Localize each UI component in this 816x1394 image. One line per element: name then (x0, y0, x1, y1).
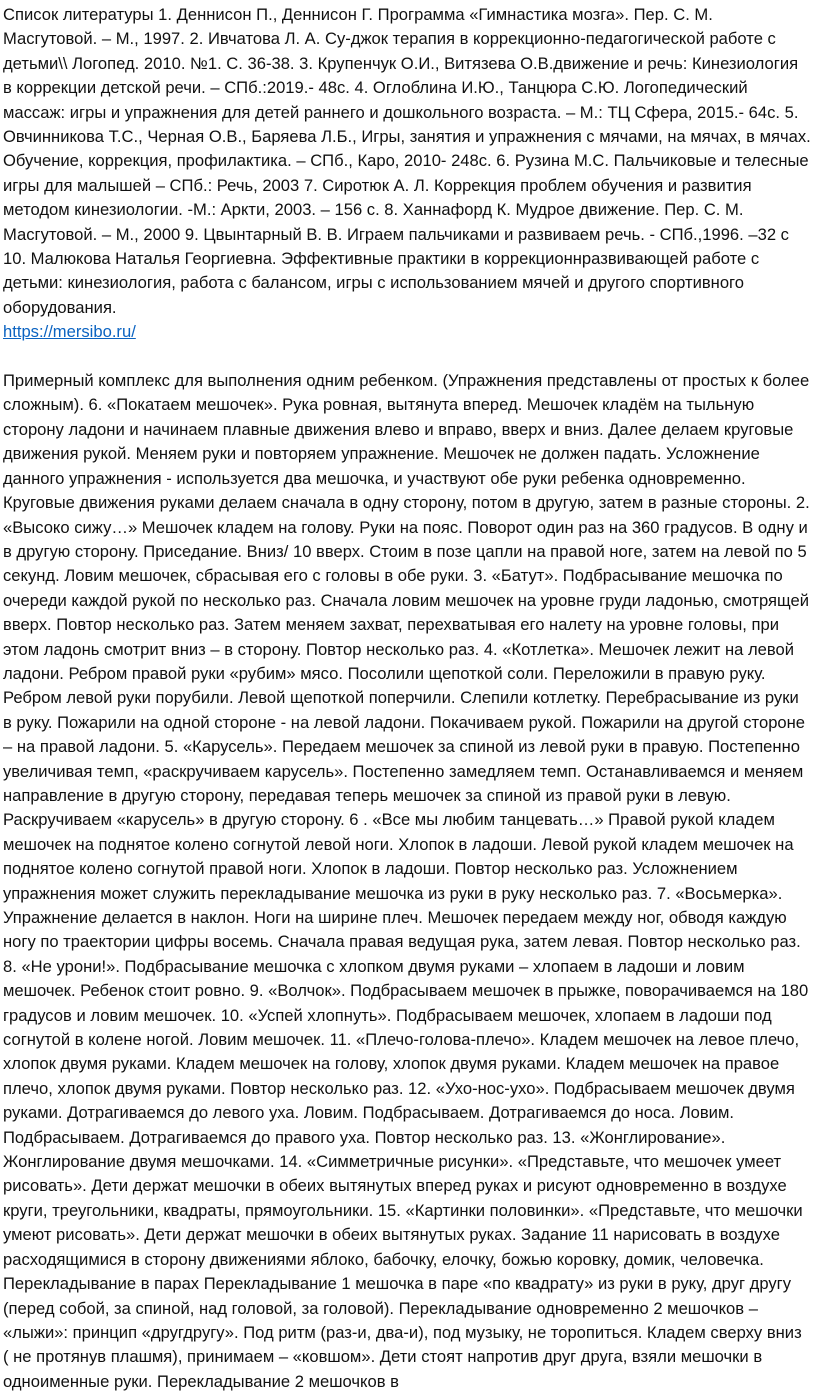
exercises-paragraph: Примерный комплекс для выполнения одним ребенком. (Упражнения представлены от простых к более сложным). 6. «Покатаем мешочек». Рука ровная, вытянута вперед. Мешочек кладём на тыльную сторону ладони и начинаем плавные движения влево и вправо, вверх и вниз. Далее делаем круговые движения рукой. Меняем руки и повторяем упражнение. Мешочек не должен падать. Усложнение данного упражнения - используется два мешочка, и участвуют обе руки ребенка одновременно. Круговые движения руками делаем сначала в одну сторону, потом в другую, затем в разные стороны. 2. «Высоко сижу…» Мешочек кладем на голову. Руки на пояс. Поворот один раз на 360 градусов. В одну и в другую сторону. Приседание. Вниз/ 10 вверх. Стоим в позе цапли на правой ноге, затем на левой по 5 секунд. Ловим мешочек, сбрасывая его с головы в обе руки. 3. «Батут». Подбрасывание мешочка по очереди каждой рукой по несколько раз. Сначала ловим мешочек на уровне груди ладонью, смотрящей вверх. Повтор несколько раз. Затем меняем захват, перехватывая его налету на уровне головы, при этом ладонь смотрит вниз – в сторону. Повтор несколько раз. 4. «Котлетка». Мешочек лежит на левой ладони. Ребром правой руки «рубим» мясо. Посолили щепоткой соли. Переложили в правую руку. Ребром левой руки порубили. Левой щепоткой поперчили. Слепили котлетку. Перебрасывание из руки в руку. Пожарили на одной стороне - на левой ладони. Покачиваем рукой. Пожарили на другой стороне – на правой ладони. 5. «Карусель». Передаем мешочек за спиной из левой руки в правую. Постепенно увеличивая темп, «раскручиваем карусель». Постепенно замедляем темп. Останавливаемся и меняем направление в другую сторону, передавая теперь мешочек за спиной из правой руки в левую. Раскручиваем «карусель» в другую сторону. 6 . «Все мы любим танцевать…» Правой рукой кладем мешочек на поднятое колено согнутой левой ноги. Хлопок в ладоши. Левой рукой кладем мешочек на поднятое колено согнутой правой ноги. Хлопок в ладоши. Повтор несколько раз. Усложнением упражнения может служить перекладывание мешочка из руки в руку несколько раз. 7. «Восьмерка». Упражнение делается в наклон. Ноги на ширине плеч. Мешочек передаем между ног, обводя каждую ногу по траектории цифры восемь. Сначала правая ведущая рука, затем левая. Повтор несколько раз. 8. «Не урони!». Подбрасывание мешочка с хлопком двумя руками – хлопаем в ладоши и ловим мешочек. Ребенок стоит ровно. 9. «Волчок». Подбрасываем мешочек в прыжке, поворачиваемся на 180 градусов и ловим мешочек. 10. «Успей хлопнуть». Подбрасываем мешочек, хлопаем в ладоши под согнутой в колене ногой. Ловим мешочек. 11. «Плечо-голова-плечо». Кладем мешочек на левое плечо, хлопок двумя руками. Кладем мешочек на голову, хлопок двумя руками. Кладем мешочек на правое плечо, хлопок двумя руками. Повтор несколько раз. 12. «Ухо-нос-ухо». Подбрасываем мешочек двумя руками. Дотрагиваемся до левого уха. Ловим. Подбрасываем. Дотрагиваемся до носа. Ловим. Подбрасываем. Дотрагиваемся до правого уха. Повтор несколько раз. 13. «Жонглирование». Жонглирование двумя мешочками. 14. «Симметричные рисунки». «Представьте, что мешочек умеет рисовать». Дети держат мешочки в обеих вытянутых вперед руках и рисуют одновременно в воздухе круги, треугольники, квадраты, прямоугольники. 15. «Картинки половинки». «Представьте, что мешочки умеют рисовать». Дети держат мешочки в обеих вытянутых руках. Задание 11 нарисовать в воздухе расходящимися в сторону движениями яблоко, бабочку, елочку, божью коровку, домик, человечка. Перекладывание в парах Перекладывание 1 мешочка в паре «по квадрату» из руки в руку, друг другу (перед собой, за спиной, над головой, за головой). Перекладывание одновременно 2 мешочков – «лыжи»: принцип «другдругу». Под ритм (раз-и, два-и), под музыку, не торопиться. Кладем сверху вниз ( не протянув плашмя), принимаем – «ковшом». Дети стоят напротив друг друга, взяли мешочки в одноименные руки. Перекладывание 2 мешочков в (3, 371, 810, 1391)
paragraph-gap (3, 345, 811, 369)
document-page (3, 3, 811, 1394)
link-line (3, 320, 811, 344)
references-paragraph: Список литературы 1. Деннисон П., Деннисон Г. Программа «Гимнастика мозга». Пер. С. М. Масгутовой. – М., 1997. 2. Ивчатова Л. А. Су-джок терапия в коррекционно-педагогической работе с детьми\\ Логопед. 2010. №1. С. 36-38. 3. Крупенчук О.И., Витязева О.В.движение и речь: Кинезиология в коррекции детской речи. – СПб.:2019.- 48с. 4. Оглоблина И.Ю., Танцюра С.Ю. Логопедический массаж: игры и упражнения для детей раннего и дошкольного возраста. – М.: ТЦ Сфера, 2015.- 64с. 5. Овчинникова Т.С., Черная О.В., Баряева Л.Б., Игры, занятия и упражнения с мячами, на мячах, в мячах. Обучение, коррекция, профилактика. – СПб., Каро, 2010- 248с. 6. Рузина М.С. Пальчиковые и телесные игры для малышей – СПб.: Речь, 2003 7. Сиротюк А. Л. Коррекция проблем обучения и развития методом кинезиологии. -М.: Аркти, 2003. – 156 с. 8. Ханнафорд К. Мудрое движение. Пер. С. М. Масгутовой. – М., 2000 9. Цвынтарный В. В. Играем пальчиками и развиваем речь. - СПб.,1996. –32 с 10. Малюкова Наталья Георгиевна. Эффективные практики в коррекционнразвивающей работе с детьми: кинезиология, работа с балансом, игры с использованием мячей и другого спортивного оборудования. (3, 5, 811, 317)
mersibo-link[interactable]: https://mersibo.ru/ (3, 322, 136, 342)
